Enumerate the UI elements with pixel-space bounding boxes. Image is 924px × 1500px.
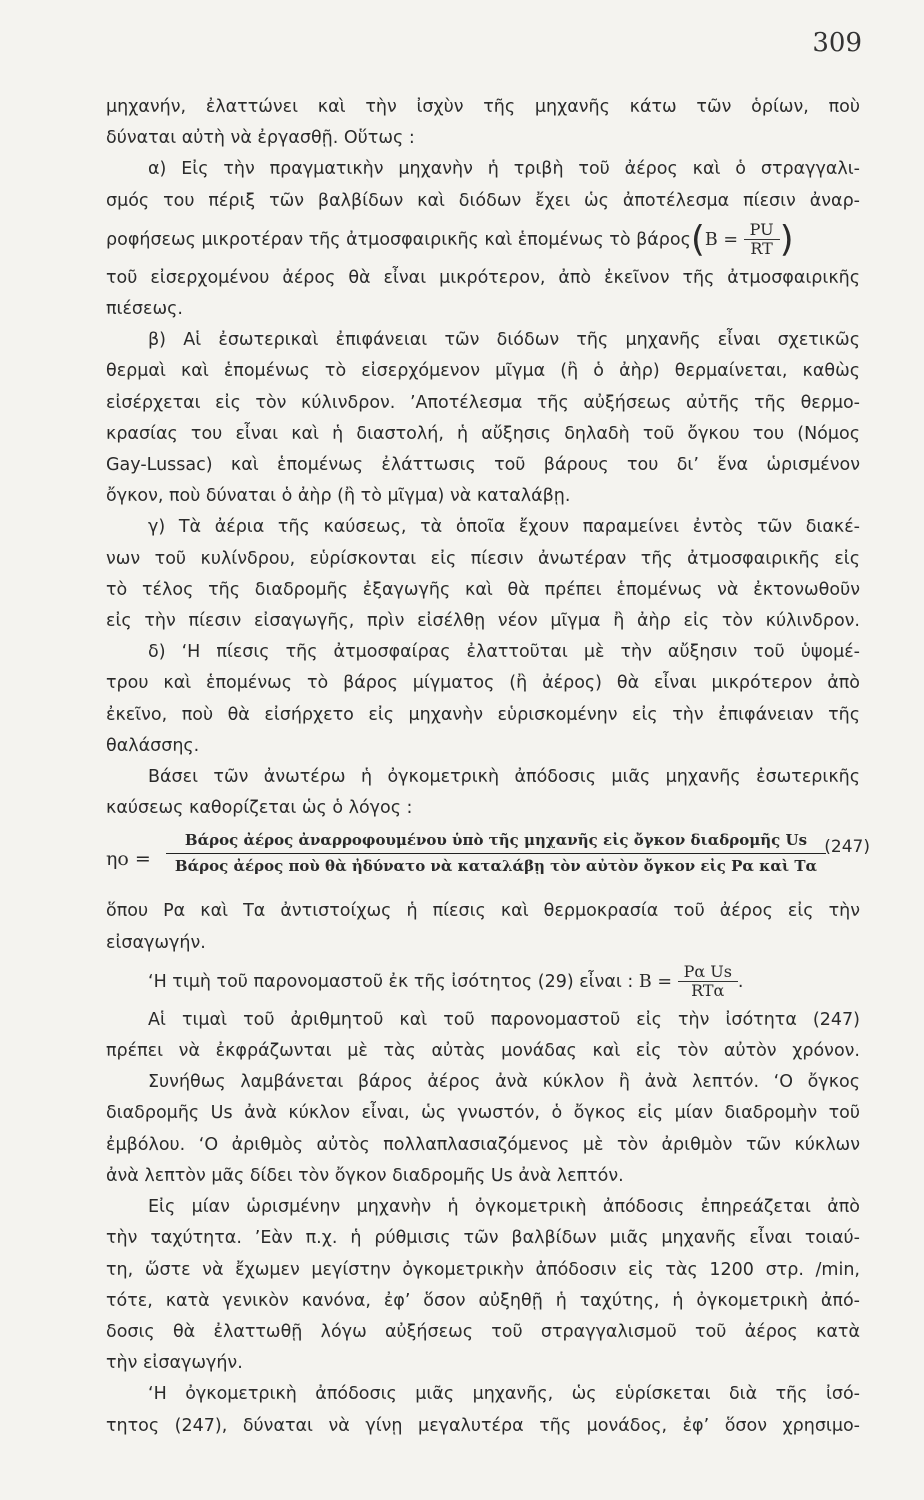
text-line: τοῦ εἰσερχομένου ἀέρος θὰ εἶναι μικρότερον, ἀπὸ ἐκεῖνον τῆς ἀτμοσφαιρικῆς — [106, 267, 860, 288]
text-line: β) Αἱ ἐσωτερικαὶ ἐπιφάνειαι τῶν διόδων τῆς μηχανῆς εἶναι σχετικῶς — [148, 330, 860, 351]
text-line: ἀνὰ λεπτὸν μᾶς δίδει τὸν ὄγκον διαδρομῆς Us ἀνὰ λεπτόν. — [106, 1165, 624, 1186]
text-line: τὴν εἰσαγωγήν. — [106, 1353, 243, 1374]
text-line: τη, ὥστε νὰ ἔχωμεν μεγίστην ὀγκομετρικὴν ἀπόδοσιν εἰς τὰς 1200 στρ. /min, — [106, 1259, 860, 1280]
text-line: ‘Η ὀγκομετρικὴ ἀπόδοσις μιᾶς μηχανῆς, ὡς εὑρίσκεται διὰ τῆς ἰσό- — [148, 1384, 860, 1405]
text-line: νων τοῦ κυλίνδρου, εὑρίσκονται εἰς πίεσιν ἀνωτέραν τῆς ἀτμοσφαιρικῆς εἰς — [106, 548, 860, 569]
page-number: 309 — [812, 28, 862, 58]
paren-open: ( — [690, 218, 705, 260]
period: . — [737, 971, 744, 992]
text-line: τότε, κατὰ γενικὸν κανόνα, ἐφ’ ὅσον αὐξηθῇ ἡ ταχύτης, ἡ ὀγκομετρικὴ ἀπό- — [106, 1290, 860, 1311]
text-line: τὴν ταχύτητα. ’Εὰν π.χ. ἡ ρύθμισις τῶν βαλβίδων μιᾶς μηχανῆς εἶναι τοιαύ- — [106, 1228, 860, 1249]
equation-number: (247) — [824, 837, 870, 858]
text-line: Εἰς μίαν ὡρισμένην μηχανὴν ἡ ὀγκομετρικὴ ἀπόδοσις ἐπηρεάζεται ἀπὸ — [148, 1197, 860, 1218]
text-fragment: ‘Η τιμὴ τοῦ παρονομαστοῦ ἐκ τῆς ἰσότητος (29) εἶναι : — [148, 971, 634, 992]
text-line: θερμαὶ καὶ ἑπομένως τὸ εἰσερχόμενον μῖγμα (ἢ ὁ ἀὴρ) θερμαίνεται, καθὼς — [106, 361, 860, 382]
text-line: γ) Τὰ ἀέρια τῆς καύσεως, τὰ ὁποῖα ἔχουν παραμείνει ἐντὸς τῶν διακέ- — [148, 517, 860, 538]
text-line-with-formula — [106, 959, 860, 1005]
text-line-with-formula — [106, 217, 860, 263]
text-line: διαδρομῆς Us ἀνὰ κύκλον εἶναι, ὡς γνωστόν, ὁ ὄγκος εἰς μίαν διαδρομὴν τοῦ — [106, 1103, 860, 1124]
text-line: πιέσεως. — [106, 299, 183, 320]
text-line: θαλάσσης. — [106, 735, 200, 756]
text-line: εἰς τὴν πίεσιν εἰσαγωγῆς, πρὶν εἰσέλθῃ νέον μῖγμα ἢ ἀὴρ εἰς τὸν κύλινδρον. — [106, 611, 860, 632]
text-line: Gay-Lussac) καὶ ἑπομένως ἐλάττωσις τοῦ βάρους του δι’ ἕνα ὡρισμένον — [106, 455, 860, 476]
inline-fraction — [678, 963, 738, 1000]
equation-fraction — [166, 828, 826, 879]
text-line: πρέπει νὰ ἐκφράζωνται μὲ τὰς αὐτὰς μονάδας καὶ εἰς τὸν αὐτὸν χρόνον. — [106, 1041, 860, 1062]
text-line: ἐμβόλου. ‘Ο ἀριθμὸς αὐτὸς πολλαπλασιαζόμενος μὲ τὸν ἀριθμὸν τῶν κύκλων — [106, 1134, 860, 1155]
formula-lhs: B = — [704, 229, 739, 250]
text-line: εἰσέρχεται εἰς τὸν κύλινδρον. ’Αποτέλεσμα τῆς αὐξήσεως αὐτῆς τῆς θερμο- — [106, 392, 860, 413]
text-line: σμός του πέριξ τῶν βαλβίδων καὶ διόδων ἔχει ὡς ἀποτέλεσμα πίεσιν ἀναρ- — [106, 190, 860, 211]
equation-247 — [106, 826, 870, 888]
text-line: δ) ‘Η πίεσις τῆς ἀτμοσφαίρας ἐλαττοῦται μὲ τὴν αὔξησιν τοῦ ὑψομέ- — [148, 642, 860, 663]
page-body — [106, 92, 870, 1442]
text-line: Συνήθως λαμβάνεται βάρος ἀέρος ἀνὰ κύκλον ἢ ἀνὰ λεπτόν. ‘Ο ὄγκος — [148, 1072, 860, 1093]
inline-fraction — [744, 221, 780, 258]
text-line: εἰσαγωγήν. — [106, 932, 206, 953]
text-line: δύναται αὐτὴ νὰ ἐργασθῇ. Οὕτως : — [106, 128, 415, 149]
text-line: μηχανήν, ἐλαττώνει καὶ τὴν ἰσχὺν τῆς μηχανῆς κάτω τῶν ὁρίων, ποὺ — [106, 97, 860, 117]
text-line: ἐκεῖνο, ποὺ θὰ εἰσήρχετο εἰς μηχανὴν εὑρισκομένην εἰς τὴν ἐπιφάνειαν τῆς — [106, 704, 860, 725]
text-fragment: ροφήσεως μικροτέραν τῆς ἀτμοσφαιρικῆς καὶ ἑπομένως τὸ βάρος — [106, 229, 691, 250]
equation-denominator: Βάρος ἀέρος ποὺ θὰ ἠδύνατο νὰ καταλάβῃ τὸν αὐτὸν ὄγκον εἰς Pα καὶ Tα — [174, 857, 818, 876]
paren-close: ) — [779, 218, 794, 260]
text-line: τὸ τέλος τῆς διαδρομῆς ἐξαγωγῆς καὶ θὰ πρέπει ἑπομένως νὰ ἐκτονωθοῦν — [106, 579, 860, 600]
equation-numerator: Βάρος ἀέρος ἀναρροφουμένου ὑπὸ τῆς μηχανῆς εἰς ὄγκον διαδρομῆς Us — [166, 828, 826, 854]
text-line: Βάσει τῶν ἀνωτέρω ἡ ὀγκομετρικὴ ἀπόδοσις μιᾶς μηχανῆς ἐσωτερικῆς — [148, 767, 860, 788]
fraction-numerator: PU — [744, 221, 780, 240]
fraction-denominator: RT — [750, 239, 773, 259]
text-line: τητος (247), δύναται νὰ γίνῃ μεγαλυτέρα τῆς μονάδος, ἐφ’ ὅσον χρησιμο- — [106, 1415, 860, 1436]
text-line: ὅπου Pα καὶ Tα ἀντιστοίχως ἡ πίεσις καὶ θερμοκρασία τοῦ ἀέρος εἰς τὴν — [106, 901, 860, 922]
text-line: α) Εἰς τὴν πραγματικὴν μηχανὴν ἡ τριβὴ τοῦ ἀέρος καὶ ὁ στραγγαλι- — [148, 159, 860, 180]
text-line: ὄγκον, ποὺ δύναται ὁ ἀὴρ (ἢ τὸ μῖγμα) νὰ καταλάβῃ. — [106, 486, 571, 507]
fraction-numerator: Pα Us — [678, 963, 738, 982]
equation-lhs: ηο = — [106, 848, 151, 871]
fraction-denominator: RTα — [691, 981, 725, 1001]
text-line: κρασίας του εἶναι καὶ ἡ διαστολή, ἡ αὔξησις δηλαδὴ τοῦ ὄγκου του (Νόμος — [106, 423, 860, 444]
text-line: δοσις θὰ ἐλαττωθῇ λόγω αὐξήσεως τοῦ στραγγαλισμοῦ τοῦ ἀέρος κατὰ — [106, 1321, 860, 1342]
text-line: Αἱ τιμαὶ τοῦ ἀριθμητοῦ καὶ τοῦ παρονομαστοῦ εἰς τὴν ἰσότητα (247) — [148, 1009, 860, 1030]
text-line: καύσεως καθορίζεται ὡς ὁ λόγος : — [106, 798, 413, 819]
text-line: τρου καὶ ἑπομένως τὸ βάρος μίγματος (ἢ ἀέρος) θὰ εἶναι μικρότερον ἀπὸ — [106, 673, 860, 694]
formula-lhs: B = — [638, 971, 672, 992]
